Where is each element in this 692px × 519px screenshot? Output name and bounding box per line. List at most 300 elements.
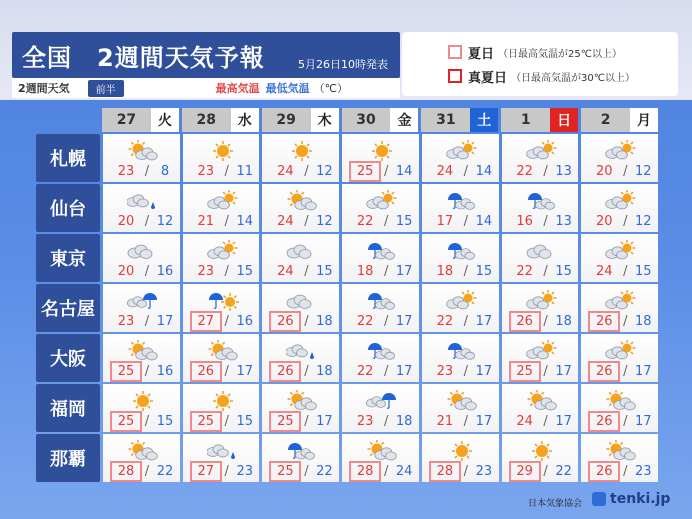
forecast-cell xyxy=(103,434,180,482)
high-temp: 22 xyxy=(436,314,454,329)
day-weekday: 水 xyxy=(231,108,259,132)
low-temp: 18 xyxy=(635,314,652,329)
temp-separator: / xyxy=(543,164,548,179)
temps xyxy=(262,164,339,179)
forecast-cell xyxy=(262,334,339,382)
city-row xyxy=(36,134,658,182)
temps xyxy=(502,164,579,179)
cloud-rain-icon xyxy=(127,190,159,212)
temp-separator: / xyxy=(224,314,229,329)
high-temp: 26 xyxy=(591,414,617,429)
low-temp: 23 xyxy=(475,464,493,479)
low-temp: 16 xyxy=(156,264,174,279)
temps xyxy=(262,364,339,379)
temp-separator: / xyxy=(623,314,628,329)
forecast-cell xyxy=(422,284,499,332)
temps xyxy=(183,314,260,329)
sun-icon xyxy=(286,140,318,162)
temp-separator: / xyxy=(304,164,309,179)
temps xyxy=(103,414,180,429)
high-temp: 24 xyxy=(277,164,294,179)
forecast-grid xyxy=(36,134,658,484)
sun-cloud-icon xyxy=(605,390,637,412)
sun-icon xyxy=(127,390,159,412)
forecast-cell xyxy=(342,334,419,382)
sun-icon xyxy=(526,440,558,462)
temp-separator: / xyxy=(543,464,548,479)
low-temp: 12 xyxy=(635,214,652,229)
forecast-cell xyxy=(262,284,339,332)
low-temp: 14 xyxy=(236,214,253,229)
forecast-cell xyxy=(183,284,260,332)
day-weekday: 金 xyxy=(390,108,418,132)
low-temp: 18 xyxy=(555,314,572,329)
forecast-cell xyxy=(183,334,260,382)
temps xyxy=(342,364,419,379)
temps xyxy=(183,364,260,379)
sun-cloud-icon xyxy=(286,190,318,212)
temps xyxy=(183,464,260,479)
low-temp: 8 xyxy=(160,164,170,179)
high-temp: 26 xyxy=(512,314,538,329)
temps xyxy=(342,464,419,479)
temps xyxy=(342,314,419,329)
cloud-sun-icon xyxy=(605,340,637,362)
forecast-cell xyxy=(502,284,579,332)
city-name: 札幌 xyxy=(36,134,100,182)
temps xyxy=(103,214,180,229)
low-temp: 14 xyxy=(395,164,413,179)
forecast-cell xyxy=(502,234,579,282)
temps xyxy=(422,164,499,179)
sun-icon xyxy=(207,390,239,412)
high-temp: 23 xyxy=(117,164,135,179)
forecast-cell xyxy=(262,184,339,232)
low-temp: 17 xyxy=(156,314,174,329)
low-temp: 15 xyxy=(395,214,413,229)
cloud-icon xyxy=(286,290,318,312)
midsummer-label: 真夏日 xyxy=(468,70,508,86)
low-temp: 14 xyxy=(475,214,493,229)
low-temp: 18 xyxy=(316,364,333,379)
temp-separator: / xyxy=(463,264,469,279)
low-temp: 12 xyxy=(316,164,333,179)
high-temp: 25 xyxy=(272,464,298,479)
temp-separator: / xyxy=(543,264,548,279)
high-temp: 23 xyxy=(197,264,214,279)
umbrella-sun-icon xyxy=(207,290,239,312)
high-temp: 24 xyxy=(436,164,454,179)
temps xyxy=(183,414,260,429)
cloud-sun-icon xyxy=(526,340,558,362)
day-header xyxy=(102,108,179,132)
day-header-row xyxy=(102,108,658,132)
temp-separator: / xyxy=(224,464,229,479)
temps xyxy=(581,464,658,479)
day-header xyxy=(581,108,658,132)
temps xyxy=(183,264,260,279)
day-header xyxy=(182,108,259,132)
forecast-cell xyxy=(422,434,499,482)
forecast-cell xyxy=(502,334,579,382)
temps xyxy=(103,164,180,179)
low-temp: 22 xyxy=(316,464,333,479)
forecast-cell xyxy=(262,234,339,282)
umbrella-cloud-icon xyxy=(366,340,398,362)
forecast-cell xyxy=(422,384,499,432)
high-temp: 23 xyxy=(197,164,214,179)
low-temp: 15 xyxy=(635,264,652,279)
forecast-cell xyxy=(103,384,180,432)
temp-separator: / xyxy=(543,364,548,379)
low-temp: 17 xyxy=(635,414,652,429)
day-weekday: 日 xyxy=(550,108,578,132)
low-temp: 12 xyxy=(156,214,174,229)
day-header xyxy=(501,108,578,132)
high-temp: 22 xyxy=(356,314,374,329)
temp-separator: / xyxy=(543,214,548,229)
low-temp: 12 xyxy=(316,214,333,229)
temps xyxy=(581,214,658,229)
summer-label: 夏日 xyxy=(468,46,495,62)
sun-cloud-icon xyxy=(127,140,159,162)
high-temp: 28 xyxy=(432,464,458,479)
forecast-cell xyxy=(422,134,499,182)
city-row xyxy=(36,334,658,382)
forecast-cell xyxy=(262,384,339,432)
temps xyxy=(422,464,499,479)
cloud-sun-icon xyxy=(605,240,637,262)
forecast-cells xyxy=(103,434,658,482)
temp-separator: / xyxy=(304,214,309,229)
temps xyxy=(183,214,260,229)
umbrella-cloud-icon xyxy=(446,240,478,262)
temp-separator: / xyxy=(543,414,548,429)
high-temp: 21 xyxy=(197,214,214,229)
temp-separator: / xyxy=(144,464,150,479)
low-temp: 16 xyxy=(236,314,253,329)
city-row xyxy=(36,184,658,232)
day-date: 29 xyxy=(262,108,311,132)
forecast-cell xyxy=(502,384,579,432)
high-temp: 27 xyxy=(193,464,219,479)
low-temp: 17 xyxy=(395,364,413,379)
day-date: 31 xyxy=(421,108,470,132)
temp-separator: / xyxy=(623,464,628,479)
cloud-icon xyxy=(127,240,159,262)
temp-separator: / xyxy=(463,314,469,329)
high-temp: 22 xyxy=(516,264,533,279)
temps xyxy=(422,364,499,379)
forecast-cell xyxy=(103,134,180,182)
temp-separator: / xyxy=(623,264,628,279)
day-header xyxy=(342,108,419,132)
temp-separator: / xyxy=(383,164,389,179)
forecast-cell xyxy=(581,384,658,432)
temp-separator: / xyxy=(224,364,229,379)
cloud-rain-icon xyxy=(286,340,318,362)
high-temp: 28 xyxy=(113,464,139,479)
city-name: 仙台 xyxy=(36,184,100,232)
temp-separator: / xyxy=(383,414,389,429)
day-date: 30 xyxy=(342,108,391,132)
forecast-cell xyxy=(581,184,658,232)
forecast-cells xyxy=(103,384,658,432)
low-temp: 15 xyxy=(555,264,572,279)
cloud-umbrella-icon xyxy=(127,290,159,312)
temp-separator: / xyxy=(224,414,229,429)
forecast-cell xyxy=(262,434,339,482)
temps xyxy=(502,314,579,329)
temp-separator: / xyxy=(623,214,628,229)
temps xyxy=(581,414,658,429)
forecast-cell xyxy=(103,184,180,232)
temp-separator: / xyxy=(304,414,309,429)
high-temp: 24 xyxy=(277,214,294,229)
high-temp: 26 xyxy=(591,314,617,329)
city-row xyxy=(36,384,658,432)
high-temp: 29 xyxy=(512,464,538,479)
forecast-cell xyxy=(581,334,658,382)
low-temp: 17 xyxy=(475,364,493,379)
umbrella-cloud-icon xyxy=(446,190,478,212)
high-temp: 25 xyxy=(113,364,139,379)
temp-separator: / xyxy=(144,414,150,429)
temps xyxy=(422,414,499,429)
legend-summer xyxy=(448,40,678,64)
high-temp-label: 最高気温 xyxy=(215,82,260,95)
forecast-cell xyxy=(183,184,260,232)
temp-separator: / xyxy=(623,414,628,429)
temp-separator: / xyxy=(144,264,150,279)
temps xyxy=(422,264,499,279)
low-temp: 15 xyxy=(316,264,333,279)
umbrella-cloud-icon xyxy=(286,440,318,462)
temp-separator: / xyxy=(383,364,389,379)
sun-cloud-icon xyxy=(127,440,159,462)
low-temp-label: 最低気温 xyxy=(265,82,310,95)
forecast-cell xyxy=(422,334,499,382)
jwa-credit: 日本気象協会 xyxy=(528,499,583,509)
temp-separator: / xyxy=(543,314,548,329)
low-temp: 13 xyxy=(555,164,572,179)
sun-icon xyxy=(366,140,398,162)
midsummer-note: （日最高気温が30℃以上） xyxy=(511,72,635,84)
temps xyxy=(183,164,260,179)
temps xyxy=(262,264,339,279)
forecast-cell xyxy=(581,134,658,182)
sun-cloud-icon xyxy=(127,340,159,362)
city-name: 大阪 xyxy=(36,334,100,382)
high-temp: 18 xyxy=(356,264,374,279)
forecast-cell xyxy=(183,134,260,182)
day-date: 28 xyxy=(182,108,231,132)
legend-box xyxy=(402,32,678,96)
forecast-cell xyxy=(103,334,180,382)
temp-separator: / xyxy=(383,214,389,229)
forecast-cell xyxy=(342,284,419,332)
forecast-cell xyxy=(581,284,658,332)
temp-separator: / xyxy=(383,464,389,479)
sun-cloud-icon xyxy=(207,340,239,362)
temps xyxy=(581,364,658,379)
cloud-sun-icon xyxy=(446,290,478,312)
low-temp: 17 xyxy=(395,314,413,329)
temps xyxy=(581,164,658,179)
temp-separator: / xyxy=(224,264,229,279)
temp-separator: / xyxy=(383,264,389,279)
city-name: 東京 xyxy=(36,234,100,282)
low-temp: 24 xyxy=(395,464,413,479)
forecast-cell xyxy=(422,234,499,282)
cloud-sun-icon xyxy=(526,290,558,312)
temps xyxy=(422,214,499,229)
temps xyxy=(422,314,499,329)
cloud-umbrella-icon xyxy=(366,390,398,412)
low-temp: 16 xyxy=(156,364,174,379)
sun-cloud-icon xyxy=(605,440,637,462)
temps xyxy=(502,414,579,429)
issued-time: 5月26日10時発表 xyxy=(298,58,388,71)
high-temp: 28 xyxy=(352,464,378,479)
low-temp: 15 xyxy=(475,264,493,279)
forecast-cell xyxy=(183,234,260,282)
high-temp: 20 xyxy=(117,214,135,229)
cloud-sun-icon xyxy=(207,190,239,212)
temp-separator: / xyxy=(144,164,150,179)
high-temp: 26 xyxy=(272,314,298,329)
temp-separator: / xyxy=(224,164,229,179)
temps xyxy=(342,164,419,179)
low-temp: 14 xyxy=(475,164,493,179)
forecast-cell xyxy=(342,184,419,232)
high-temp: 24 xyxy=(277,264,294,279)
day-date: 2 xyxy=(581,108,630,132)
forecast-cell xyxy=(422,184,499,232)
sun-icon xyxy=(446,440,478,462)
temp-separator: / xyxy=(304,464,309,479)
temps xyxy=(262,214,339,229)
forecast-cell xyxy=(502,434,579,482)
temps xyxy=(342,214,419,229)
temp-separator: / xyxy=(463,414,469,429)
forecast-cell xyxy=(183,434,260,482)
temps xyxy=(262,314,339,329)
cloud-icon xyxy=(286,240,318,262)
high-temp: 25 xyxy=(193,414,219,429)
cloud-sun-icon xyxy=(446,140,478,162)
high-temp: 18 xyxy=(436,264,454,279)
temp-separator: / xyxy=(144,214,150,229)
forecast-cell xyxy=(342,384,419,432)
forecast-cell xyxy=(342,434,419,482)
temps xyxy=(342,264,419,279)
temp-separator: / xyxy=(224,214,229,229)
cloud-icon xyxy=(526,240,558,262)
temps xyxy=(262,414,339,429)
high-temp: 22 xyxy=(356,364,374,379)
high-temp: 23 xyxy=(436,364,454,379)
high-temp: 22 xyxy=(516,164,533,179)
temp-separator: / xyxy=(463,464,469,479)
umbrella-cloud-icon xyxy=(366,290,398,312)
temps xyxy=(103,364,180,379)
sun-cloud-icon xyxy=(366,440,398,462)
city-name: 福岡 xyxy=(36,384,100,432)
low-temp: 17 xyxy=(635,364,652,379)
low-temp: 17 xyxy=(555,414,572,429)
low-temp: 11 xyxy=(236,164,253,179)
day-weekday: 月 xyxy=(630,108,658,132)
high-temp: 25 xyxy=(512,364,538,379)
low-temp: 17 xyxy=(475,414,493,429)
temps xyxy=(581,314,658,329)
high-temp: 25 xyxy=(352,164,378,179)
high-temp: 21 xyxy=(436,414,454,429)
forecast-cell xyxy=(342,134,419,182)
day-header xyxy=(262,108,339,132)
cloud-sun-icon xyxy=(526,140,558,162)
low-temp: 17 xyxy=(475,314,493,329)
low-temp: 15 xyxy=(236,414,253,429)
day-weekday: 木 xyxy=(311,108,339,132)
high-temp: 23 xyxy=(117,314,135,329)
forecast-cell xyxy=(103,234,180,282)
low-temp: 13 xyxy=(555,214,572,229)
city-row xyxy=(36,284,658,332)
summer-note: （日最高気温が25℃以上） xyxy=(498,48,622,60)
high-temp: 24 xyxy=(516,414,533,429)
low-temp: 22 xyxy=(156,464,174,479)
temp-separator: / xyxy=(144,364,150,379)
cloud-rain-icon xyxy=(207,440,239,462)
umbrella-cloud-icon xyxy=(526,190,558,212)
high-temp: 26 xyxy=(272,364,298,379)
umbrella-cloud-icon xyxy=(446,340,478,362)
temps xyxy=(502,464,579,479)
high-temp: 26 xyxy=(591,464,617,479)
forecast-cells xyxy=(103,134,658,182)
unit-label: （℃） xyxy=(313,82,349,95)
low-temp: 17 xyxy=(395,264,413,279)
forecast-cells xyxy=(103,284,658,332)
forecast-cell xyxy=(581,234,658,282)
temp-separator: / xyxy=(304,314,309,329)
temps xyxy=(103,314,180,329)
city-row xyxy=(36,434,658,482)
cloud-sun-icon xyxy=(605,190,637,212)
temp-separator: / xyxy=(383,314,389,329)
forecast-cells xyxy=(103,234,658,282)
sun-cloud-icon xyxy=(286,390,318,412)
forecast-cell xyxy=(262,134,339,182)
summer-square-icon xyxy=(448,45,462,59)
cloud-sun-icon xyxy=(366,190,398,212)
temp-separator: / xyxy=(623,364,628,379)
high-temp: 23 xyxy=(356,414,374,429)
low-temp: 18 xyxy=(316,314,333,329)
sun-cloud-icon xyxy=(446,390,478,412)
high-temp: 20 xyxy=(117,264,135,279)
tenki-logo[interactable] xyxy=(592,491,670,507)
high-temp: 25 xyxy=(272,414,298,429)
temps xyxy=(502,214,579,229)
temp-separator: / xyxy=(144,314,150,329)
forecast-cell xyxy=(342,234,419,282)
temps xyxy=(502,364,579,379)
page-title: 全国 2週間天気予報 xyxy=(22,43,265,72)
half-tag: 前半 xyxy=(88,80,124,97)
